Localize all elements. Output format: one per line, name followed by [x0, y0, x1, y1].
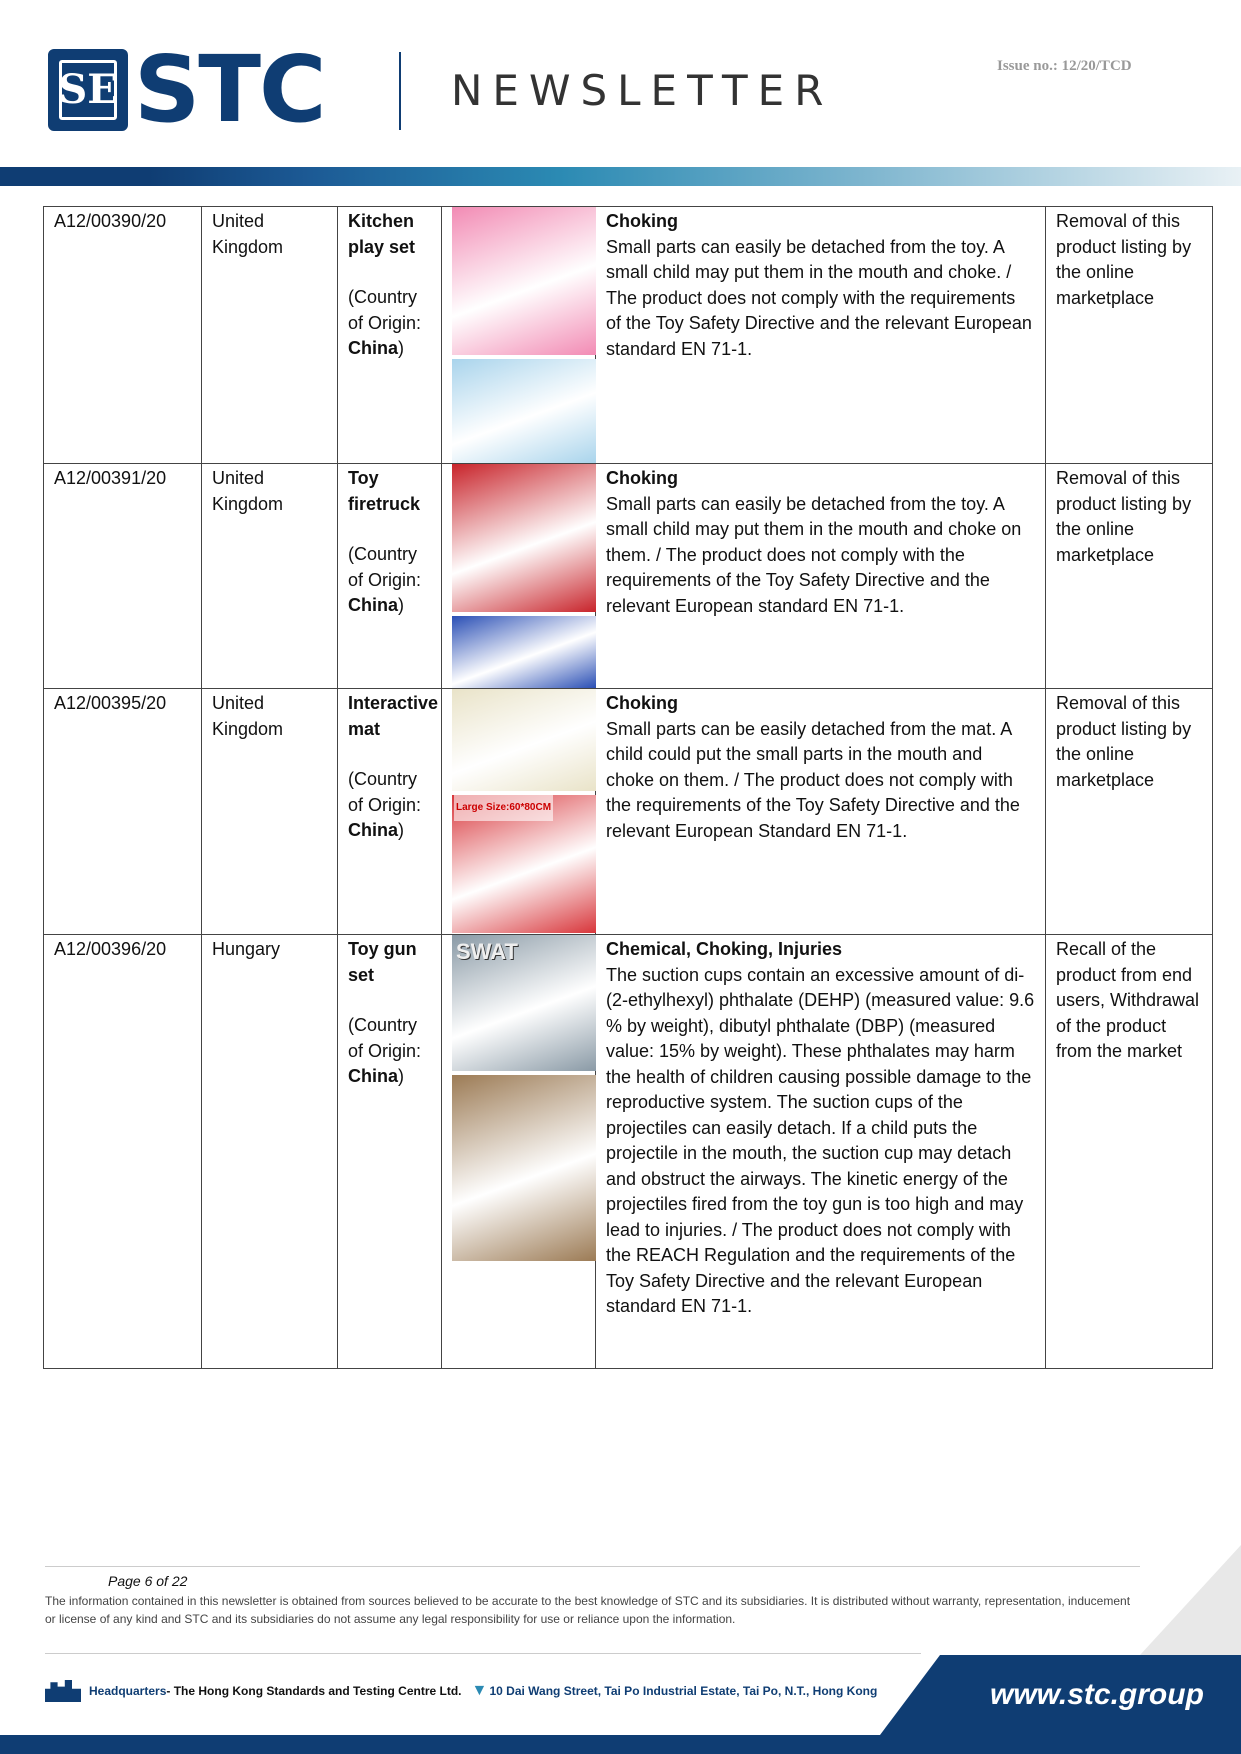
ref-cell: [44, 464, 202, 689]
notifying-country: United Kingdom: [212, 211, 284, 257]
origin-country: China: [348, 338, 399, 358]
risk-cell: [596, 935, 1046, 1369]
ref-cell: [44, 935, 202, 1369]
product-cell: [338, 207, 442, 464]
origin-prefix: (Country of Origin:: [348, 287, 422, 333]
origin-prefix: (Country of Origin:: [348, 769, 422, 815]
country-cell: [202, 689, 338, 935]
photo-label: SWAT: [456, 939, 518, 964]
risk-cell: [596, 464, 1046, 689]
footer-corner-decoration: [1140, 1545, 1241, 1655]
product-alert-table: [43, 206, 1213, 1369]
stc-logo: [48, 36, 325, 143]
risk-type: Chemical, Choking, Injuries: [606, 939, 843, 959]
notifying-country: United Kingdom: [212, 468, 284, 514]
measures-cell: [1046, 689, 1213, 935]
photo-label: Large Size:60*80CM: [454, 795, 553, 821]
map-pin-icon: ▼: [471, 1682, 488, 1699]
product-cell: [338, 935, 442, 1369]
stc-logo-mark-icon: SE: [48, 49, 128, 131]
origin-country: China: [348, 820, 399, 840]
issue-number: Issue no.: 12/20/TCD: [997, 58, 1132, 74]
measures-taken: Recall of the product from end users, Withdrawal of the product from the market: [1056, 939, 1200, 1061]
product-photo: [452, 935, 596, 1071]
ref-cell: [44, 207, 202, 464]
risk-description: Small parts can easily be detached from the toy. A small child may put them in the mouth and choke. / The product does not comply with the requirements of the Toy Safety Directive and the relevant European standard EN 71-1.: [606, 236, 1032, 359]
building-icon: [45, 1680, 81, 1702]
table-row: [44, 207, 1213, 464]
footer-divider-2: [45, 1653, 921, 1654]
product-name: Toy firetruck: [348, 468, 421, 514]
country-of-origin: [348, 285, 431, 362]
country-cell: [202, 935, 338, 1369]
newsletter-title: NEWSLETTER: [451, 66, 834, 115]
measures-cell: [1046, 207, 1213, 464]
image-cell: [442, 689, 596, 935]
product-name: Toy gun set: [348, 939, 417, 985]
risk-cell: [596, 207, 1046, 464]
alert-reference: A12/00395/20: [54, 693, 167, 713]
origin-suffix: ): [398, 1066, 405, 1086]
measures-taken: Removal of this product listing by the online marketplace: [1056, 693, 1192, 790]
headquarters-info: [45, 1680, 877, 1702]
origin-prefix: (Country of Origin:: [348, 544, 422, 590]
disclaimer: The information contained in this newsletter is obtained from sources believed to be accurate to the best knowledge of STC and its subsidiaries. It is distributed without warranty, representation, inducement or license of any kind and STC and its subsidiaries do not assume any legal responsibility for use or reliance upon the information.: [45, 1594, 1131, 1626]
logo-text: STC: [134, 36, 325, 143]
product-name: Interactive mat: [348, 693, 439, 739]
origin-suffix: ): [398, 338, 405, 358]
notifying-country: United Kingdom: [212, 693, 284, 739]
header-divider: [399, 52, 401, 130]
product-cell: [338, 464, 442, 689]
origin-country: China: [348, 595, 399, 615]
product-photo: [452, 207, 596, 355]
country-of-origin: [348, 1013, 431, 1090]
hq-address: 10 Dai Wang Street, Tai Po Industrial Estate, Tai Po, N.T., Hong Kong: [489, 1684, 878, 1698]
hq-label: Headquarters: [89, 1684, 167, 1698]
risk-description: The suction cups contain an excessive amount of di-(2-ethylhexyl) phthalate (DEHP) (measured value: 9.6 % by weight), dibutyl phthalate (DBP) (measured value: 15% by weight). These phthalates may harm the health of children causing possible damage to the reproductive system. The suction cups of the projectiles can easily detach. If a child puts the projectile in the mouth, the suction cup may detach and obstruct the airways. The kinetic energy of the projectiles fired from the toy gun is too high and may lead to injuries. / The product does not comply with the REACH Regulation and the requirements of the Toy Safety Directive and the relevant European standard EN 71-1.: [606, 964, 1035, 1316]
measures-cell: [1046, 935, 1213, 1369]
footer-divider: [45, 1566, 1140, 1567]
measures-cell: [1046, 464, 1213, 689]
page-number: Page 6 of 22: [108, 1573, 188, 1589]
origin-prefix: (Country of Origin:: [348, 1015, 422, 1061]
risk-type: Choking: [606, 693, 678, 713]
risk-type: Choking: [606, 468, 678, 488]
product-photo: [452, 689, 596, 791]
product-photo: [452, 795, 596, 933]
table-row: [44, 935, 1213, 1369]
product-name: Kitchen play set: [348, 211, 416, 257]
risk-description: Small parts can be easily detached from the mat. A child could put the small parts in the mouth and choke on them. / The product does not comply with the requirements of the Toy Safety Directive and the relevant European Standard EN 71-1.: [606, 718, 1020, 841]
website-link[interactable]: www.stc.group: [990, 1678, 1204, 1711]
image-cell: [442, 935, 596, 1369]
origin-suffix: ): [398, 820, 405, 840]
header-band: [0, 167, 1241, 186]
origin-country: China: [348, 1066, 399, 1086]
risk-cell: [596, 689, 1046, 935]
country-cell: [202, 464, 338, 689]
footer-bar: [0, 1735, 1241, 1754]
measures-taken: Removal of this product listing by the online marketplace: [1056, 211, 1192, 308]
measures-taken: Removal of this product listing by the online marketplace: [1056, 468, 1192, 565]
image-cell: [442, 207, 596, 464]
country-of-origin: [348, 767, 431, 844]
country-cell: [202, 207, 338, 464]
risk-type: Choking: [606, 211, 678, 231]
origin-suffix: ): [398, 595, 405, 615]
risk-description: Small parts can easily be detached from the toy. A small child may put them in the mouth and choke on them. / The product does not comply with the requirements of the Toy Safety Directive and the relevant European standard EN 71-1.: [606, 493, 1022, 616]
image-cell: [442, 464, 596, 689]
ref-cell: [44, 689, 202, 935]
product-cell: [338, 689, 442, 935]
table-row: [44, 689, 1213, 935]
alert-reference: A12/00390/20: [54, 211, 167, 231]
country-of-origin: [348, 542, 431, 619]
notifying-country: Hungary: [212, 939, 281, 959]
product-photo: [452, 616, 596, 688]
alert-reference: A12/00391/20: [54, 468, 167, 488]
product-photo: [452, 1075, 596, 1261]
alert-reference: A12/00396/20: [54, 939, 167, 959]
product-photo: [452, 464, 596, 612]
product-photo: [452, 359, 596, 463]
hq-name: - The Hong Kong Standards and Testing Centre Ltd.: [166, 1684, 462, 1698]
table-row: [44, 464, 1213, 689]
